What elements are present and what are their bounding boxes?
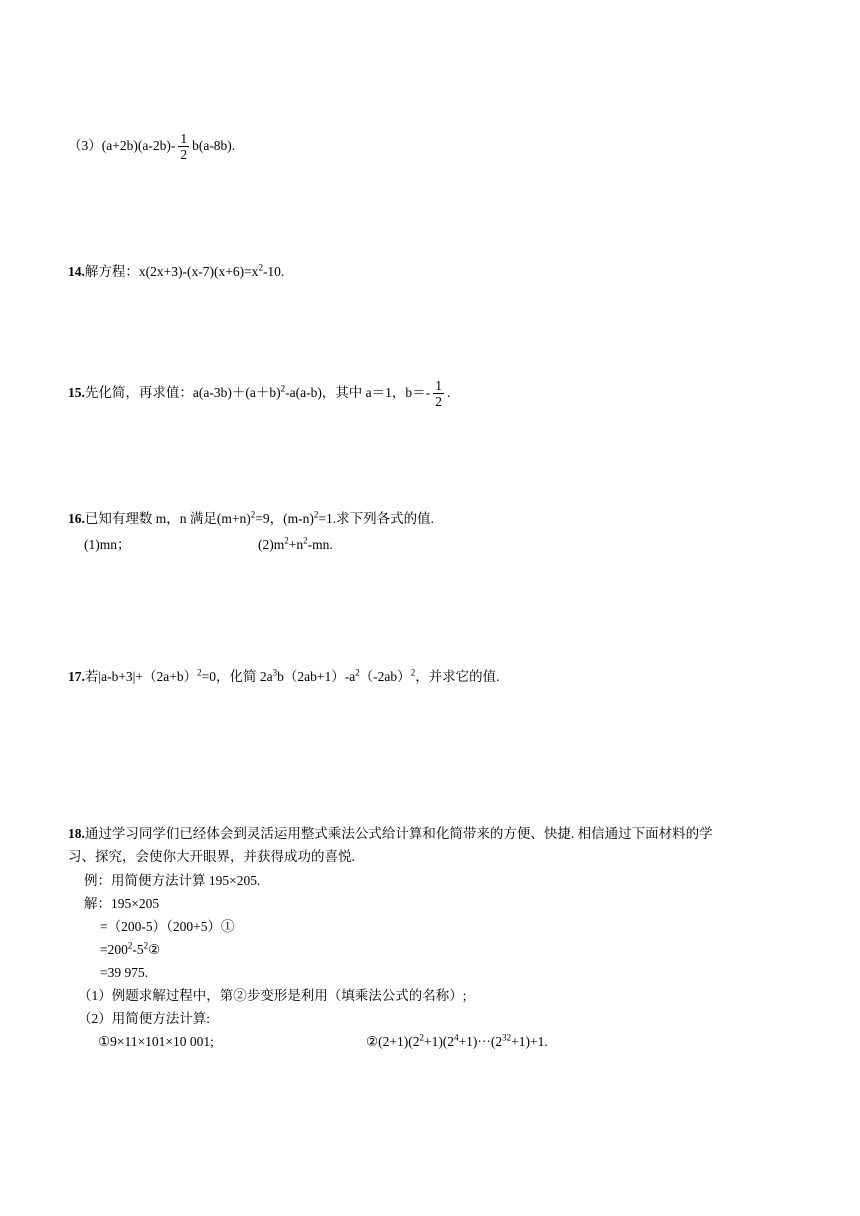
q18-step1 [100,918,234,936]
calc-expression: +1)+1. [511,1034,548,1049]
q18-step2 [100,941,160,959]
question-text: ，并求它的值. [415,669,500,684]
question-18-line1 [68,825,713,843]
fraction-one-half [433,378,444,409]
q18-calc2 [366,1033,548,1051]
solution-step: =（200-5）（200+5）① [100,919,235,934]
fraction-denominator: 2 [180,147,188,163]
solution-text: 解：195×205 [84,896,160,911]
q16-sub2 [258,536,333,554]
sub-question-text: -mn. [307,537,333,552]
superscript: 2 [419,1032,424,1043]
question-14 [68,263,284,281]
question-text: -10. [262,264,285,279]
question-number: 17. [68,669,85,684]
question-number: 15. [68,385,85,400]
sub-question-text: (2)m [258,537,285,552]
superscript: 4 [454,1032,459,1043]
question-text: b（2ab+1）-a [277,669,356,684]
superscript: 2 [258,262,263,273]
question-text: =9，(m-n) [255,511,314,526]
question-text: （-2ab） [359,669,411,684]
q18-step3 [100,964,148,982]
superscript: 2 [250,509,256,520]
question-text: 解方程：x(2x+3)-(x-7)(x+6)=x [84,264,259,279]
question-text: -a(a-b)，其中 a＝1，b＝- [285,385,431,400]
question-number: 18. [68,826,85,841]
superscript: 2 [313,509,319,520]
q13-part3 [68,129,235,163]
question-15 [68,376,450,410]
fraction-denominator: 2 [435,394,442,410]
solution-step: ② [148,942,161,957]
q13-part3-prefix: （3）(a+2b)(a-2b)- [68,138,176,153]
question-number: 14. [68,264,85,279]
question-18-line2 [68,848,355,866]
example-text: 例：用简便方法计算 195×205. [84,873,261,888]
solution-step: -5 [132,942,144,957]
question-text: 通过学习同学们已经体会到灵活运用整式乘法公式给计算和化简带来的方便、快捷. 相信通过下面材料的学 [84,826,713,841]
calc-expression: +1)···(2 [458,1034,503,1049]
superscript: 2 [303,535,308,546]
question-text: 已知有理数 m，n 满足(m+n) [84,511,251,526]
superscript: 32 [502,1032,512,1043]
superscript: 2 [280,383,286,394]
question-text: =0，化简 2a [201,669,273,684]
superscript: 2 [410,667,416,678]
fraction-one-half [178,131,189,162]
question-17 [68,668,500,686]
q13-part3-suffix: b(a-8b). [192,138,236,153]
question-number: 16. [68,511,85,526]
question-text: 先化简，再求值：a(a-3b)＋(a＋b) [84,385,281,400]
superscript: 2 [284,535,289,546]
question-text: . [446,385,451,400]
sub-question-text: (1)mn； [84,537,131,552]
question-text: =1.求下列各式的值. [318,511,434,526]
q16-sub1 [84,536,131,554]
question-text: 习、探究，会使你大开眼界，并获得成功的喜悦. [68,849,355,864]
superscript: 2 [143,940,149,951]
fraction-numerator: 1 [435,378,442,394]
sub-question-text: +n [288,537,304,552]
q18-example [84,872,260,890]
sub-question-text: （1）例题求解过程中，第②步变形是利用（填乘法公式的名称）; [78,988,467,1003]
calc-expression: ①9×11×101×10 001; [98,1034,214,1049]
sub-question-text: （2）用简便方法计算: [78,1011,211,1026]
q18-part1 [78,987,467,1005]
superscript: 2 [197,667,202,678]
solution-step: =39 975. [100,965,149,980]
q18-solution [84,895,159,913]
question-16 [68,510,434,528]
superscript: 2 [355,667,360,678]
superscript: 2 [127,940,133,951]
calc-expression: ②(2+1)(2 [366,1034,420,1049]
q18-part2 [78,1010,210,1028]
solution-step: =200 [100,942,128,957]
q18-calc1 [98,1033,214,1051]
fraction-numerator: 1 [180,131,188,147]
superscript: 3 [272,667,278,678]
calc-expression: +1)(2 [423,1034,455,1049]
question-text: 若|a-b+3|+（2a+b） [84,669,198,684]
